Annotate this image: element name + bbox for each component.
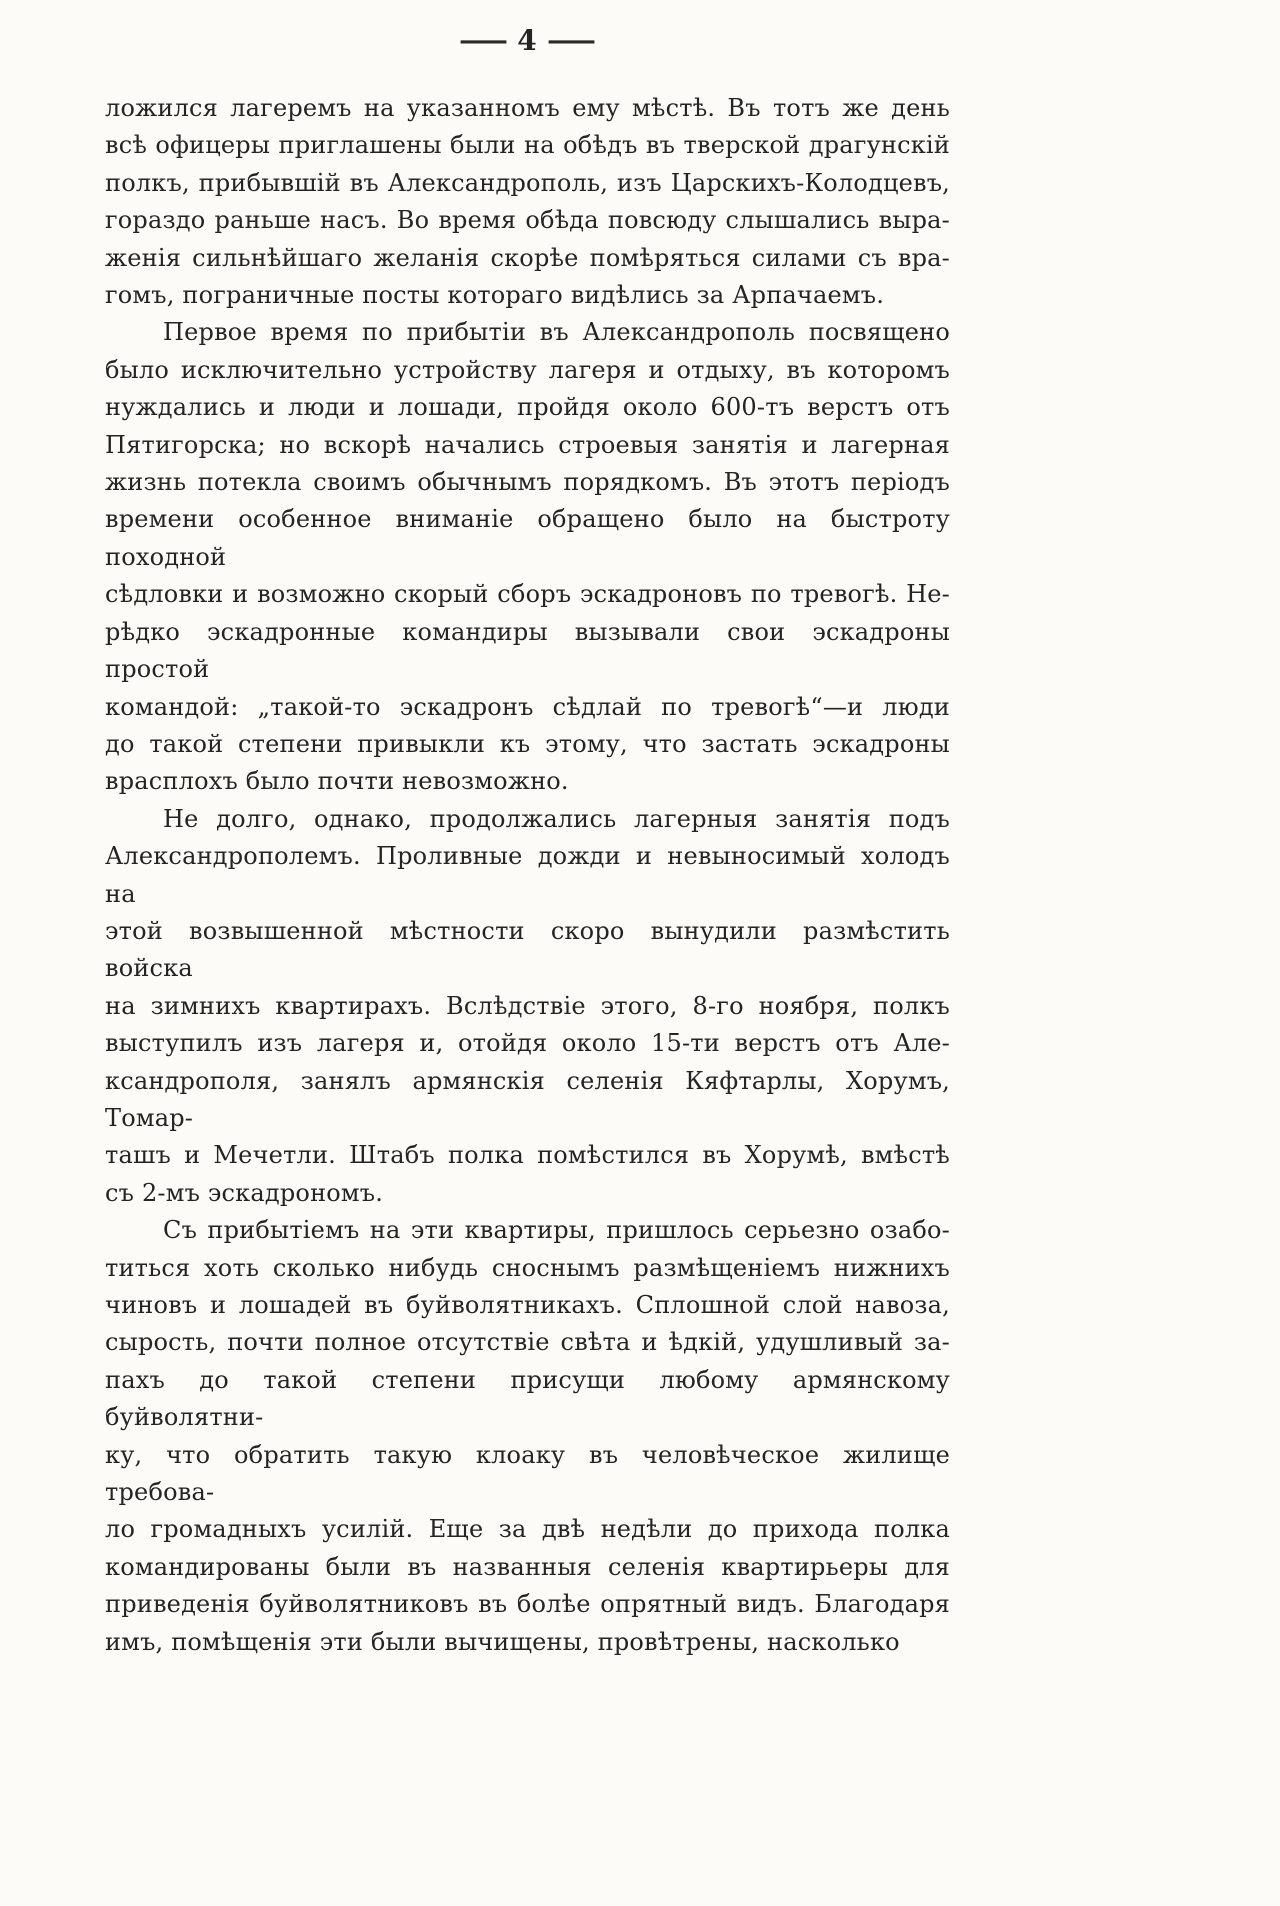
text-line: командированы были въ названныя селенія квартирьеры для <box>105 1552 950 1581</box>
text-line: сырость, почти полное отсутствіе свѣта и ѣдкій, удушливый за- <box>105 1328 950 1357</box>
text-line: приведенія буйволятниковъ въ болѣе опрятный видъ. Благодаря <box>105 1590 950 1619</box>
text-line: ло громадныхъ усилій. Еще за двѣ недѣли до прихода полка <box>105 1515 950 1544</box>
text-line: пахъ до такой степени присущи любому армянскому буйволятни- <box>105 1365 950 1432</box>
text-block <box>105 90 950 1661</box>
text-line: командой: „такой-то эскадронъ сѣдлай по тревогѣ“—и люди <box>105 692 950 721</box>
text-line: ложился лагеремъ на указанномъ ему мѣстѣ. Въ тотъ же день <box>105 94 950 122</box>
text-line: женія сильнѣйшаго желанія скорѣе помѣряться силами съ вра- <box>105 243 950 272</box>
text-line: сѣдловки и возможно скорый сборъ эскадроновъ по тревогѣ. Не- <box>105 580 950 609</box>
text-line: врасплохъ было почти невозможно. <box>105 767 569 796</box>
text-line: ксандрополя, занялъ армянскія селенія Кяфтарлы, Хорумъ, Томар- <box>105 1066 950 1132</box>
text-line: Не долго, однако, продолжались лагерныя занятія подъ <box>163 804 950 833</box>
page-number: 4 <box>517 24 538 57</box>
text-line: Первое время по прибытіи въ Александрополь посвящено <box>163 318 950 347</box>
text-line: на зимнихъ квартирахъ. Вслѣдствіе этого, 8-го ноября, полкъ <box>105 991 950 1020</box>
text-line: гораздо раньше насъ. Во время обѣда повсюду слышались выра- <box>105 206 950 235</box>
page-header <box>105 24 950 57</box>
text-line: было исключительно устройству лагеря и отдыху, въ которомъ <box>105 355 950 384</box>
text-line: полкъ, прибывшій въ Александрополь, изъ Царскихъ-Колодцевъ, <box>105 168 950 197</box>
text-line: всѣ офицеры приглашены были на обѣдъ въ тверской драгунскій <box>105 131 950 160</box>
text-line: рѣдко эскадронные командиры вызывали свои эскадроны простой <box>105 617 950 684</box>
text-line: гомъ, пограничные посты котораго видѣлись за Арпачаемъ. <box>105 281 885 310</box>
text-line: выступилъ изъ лагеря и, отойдя около 15-ти верстъ отъ Але- <box>105 1029 950 1058</box>
text-line: титься хоть сколько нибудь сноснымъ размѣщеніемъ нижнихъ <box>105 1253 950 1282</box>
text-line: ку, что обратить такую клоаку въ человѣческое жилище требова- <box>105 1440 950 1507</box>
paragraph-2 <box>105 314 950 800</box>
text-line: времени особенное вниманіе обращено было на быстроту походной <box>105 505 950 571</box>
text-line: этой возвышенной мѣстности скоро вынудили размѣстить войска <box>105 916 950 983</box>
paragraph-3 <box>105 801 950 1212</box>
header-rule-right: — <box>545 25 597 56</box>
text-line: съ 2-мъ эскадрономъ. <box>105 1178 384 1207</box>
text-line: Съ прибытіемъ на эти квартиры, пришлось серьезно озабо- <box>163 1216 950 1245</box>
text-line: до такой степени привыкли къ этому, что застать эскадроны <box>105 729 950 758</box>
paragraph-1 <box>105 90 950 314</box>
paragraph-4 <box>105 1212 950 1661</box>
text-line: жизнь потекла своимъ обычнымъ порядкомъ. Въ этотъ періодъ <box>105 468 950 497</box>
text-line: Александрополемъ. Проливные дожди и невыносимый холодъ на <box>105 842 950 908</box>
text-line: нуждались и люди и лошади, пройдя около 600-тъ верстъ отъ <box>105 393 950 422</box>
text-line: ташъ и Мечетли. Штабъ полка помѣстился въ Хорумѣ, вмѣстѣ <box>105 1141 950 1170</box>
text-line: имъ, помѣщенія эти были вычищены, провѣтрены, насколько <box>105 1627 900 1656</box>
text-line: чиновъ и лошадей въ буйволятникахъ. Сплошной слой навоза, <box>105 1291 950 1319</box>
header-rule-left: — <box>458 25 510 56</box>
text-line: Пятигорска; но вскорѣ начались строевыя занятія и лагерная <box>105 430 950 459</box>
